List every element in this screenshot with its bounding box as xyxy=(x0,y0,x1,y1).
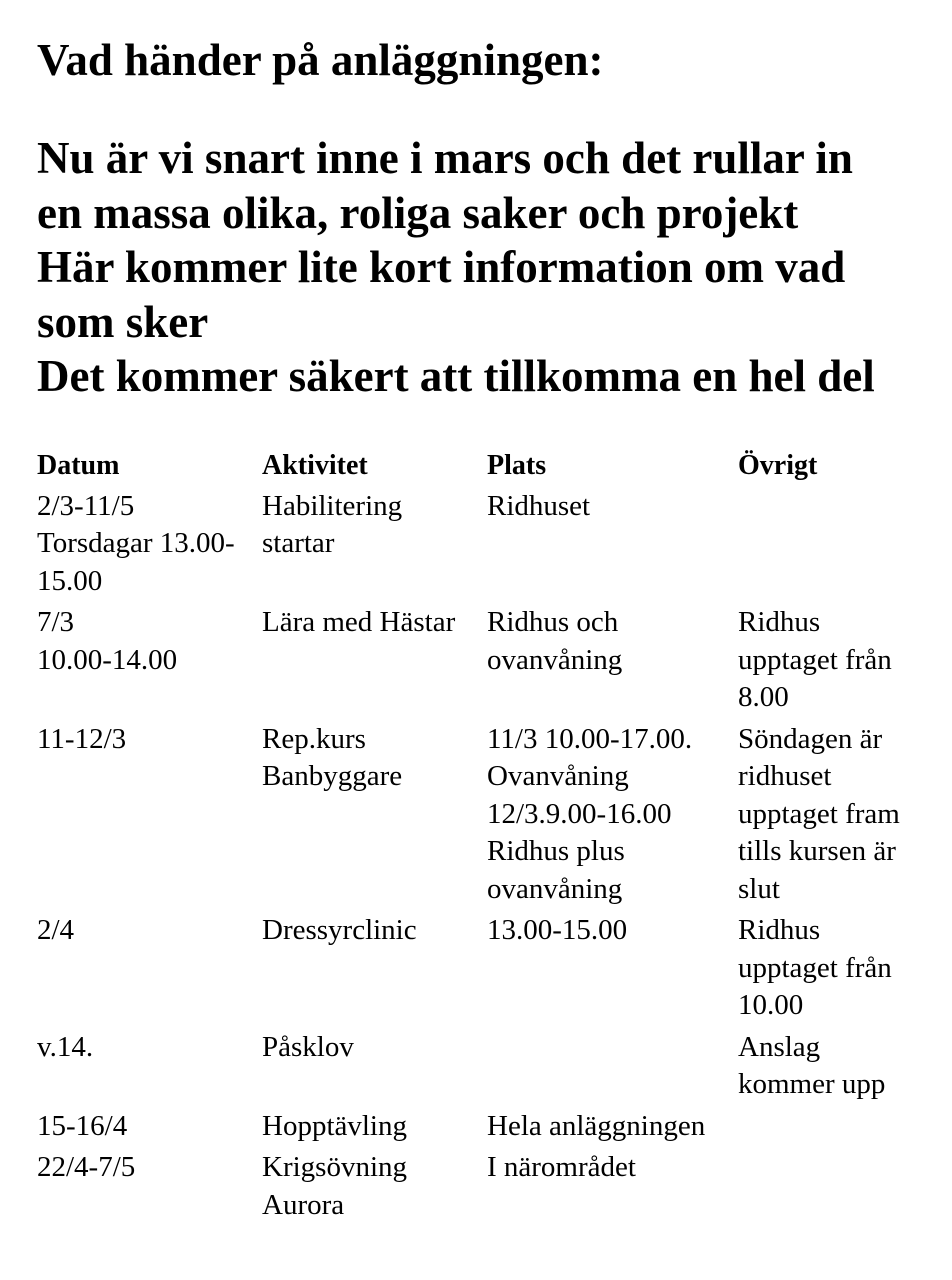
cell-line: Anslag xyxy=(738,1030,821,1063)
cell-plats xyxy=(487,488,738,605)
cell-aktivitet xyxy=(262,912,487,1029)
cell-aktivitet xyxy=(262,1029,487,1108)
table-row xyxy=(37,1108,928,1150)
cell-line: Söndagen är xyxy=(738,722,883,755)
cell-ovrigt xyxy=(738,721,928,913)
cell-line: 7/3 xyxy=(37,606,75,638)
header-aktivitet: Aktivitet xyxy=(262,450,368,481)
table-row xyxy=(37,604,928,721)
cell-line: Hela anläggningen xyxy=(487,1109,706,1142)
cell-aktivitet xyxy=(262,488,487,605)
table-body xyxy=(37,488,928,1229)
page-title: Vad händer på anläggningen: xyxy=(37,35,604,85)
cell-plats xyxy=(487,604,738,721)
cell-line: Ridhus xyxy=(738,914,821,946)
cell-datum xyxy=(37,912,262,1029)
cell-line: Habilitering xyxy=(262,489,403,522)
header-datum: Datum xyxy=(37,450,120,481)
table-row xyxy=(37,1029,928,1108)
cell-line: 13.00-15.00 xyxy=(487,914,628,946)
cell-line: I närområdet xyxy=(487,1151,636,1183)
table-row xyxy=(37,1149,928,1228)
header-ovrigt: Övrigt xyxy=(738,450,818,481)
cell-line: Ridhuset xyxy=(487,489,591,522)
table-row xyxy=(37,488,928,605)
cell-ovrigt xyxy=(738,912,928,1029)
cell-ovrigt xyxy=(738,488,928,605)
intro-line: en massa olika, roliga saker och projekt xyxy=(37,187,799,238)
cell-plats xyxy=(487,1108,738,1150)
table-row xyxy=(37,721,928,913)
intro-line: Nu är vi snart inne i mars och det rullar in xyxy=(37,133,853,183)
cell-datum xyxy=(37,488,262,605)
cell-aktivitet xyxy=(262,721,487,913)
cell-line: ovanvåning xyxy=(487,643,623,676)
cell-datum xyxy=(37,1108,262,1150)
cell-ovrigt xyxy=(738,1108,928,1150)
cell-plats xyxy=(487,1149,738,1228)
cell-line: Ovanvåning xyxy=(487,760,629,792)
cell-aktivitet xyxy=(262,1149,487,1228)
cell-line: tills kursen är xyxy=(738,835,896,867)
header-plats: Plats xyxy=(487,450,547,481)
cell-line: upptaget från xyxy=(738,643,892,676)
cell-line: Ridhus plus xyxy=(487,835,625,867)
cell-line: Ridhus och xyxy=(487,606,619,638)
cell-line: Påsklov xyxy=(262,1030,354,1063)
cell-line: Krigsövning xyxy=(262,1151,407,1183)
cell-datum xyxy=(37,604,262,721)
cell-aktivitet xyxy=(262,1108,487,1150)
cell-line: Ridhus xyxy=(738,606,821,638)
cell-line: slut xyxy=(738,872,780,905)
cell-line: 2/4 xyxy=(37,914,75,946)
intro-line: Det kommer säkert att tillkomma en hel del xyxy=(37,351,875,401)
cell-line: 11-12/3 xyxy=(37,722,127,755)
cell-line: Torsdagar 13.00- xyxy=(37,527,235,559)
cell-line: 22/4-7/5 xyxy=(37,1151,136,1183)
cell-line: 10.00 xyxy=(738,989,804,1021)
table-header-row xyxy=(37,447,928,488)
schedule-table xyxy=(37,447,928,1228)
cell-line: kommer upp xyxy=(738,1068,886,1100)
intro-line: Här kommer lite kort information om vad xyxy=(37,242,846,292)
cell-line: Banbyggare xyxy=(262,760,403,792)
cell-line: upptaget från xyxy=(738,951,892,984)
cell-datum xyxy=(37,1149,262,1228)
cell-datum xyxy=(37,721,262,913)
cell-datum xyxy=(37,1029,262,1108)
cell-line: startar xyxy=(262,527,335,559)
cell-line: Lära med Hästar xyxy=(262,606,456,638)
cell-line: Hopptävling xyxy=(262,1109,407,1142)
cell-plats xyxy=(487,1029,738,1108)
cell-line: upptaget fram xyxy=(738,797,900,830)
cell-line: ridhuset xyxy=(738,760,832,792)
table-row xyxy=(37,912,928,1029)
cell-ovrigt xyxy=(738,604,928,721)
cell-plats xyxy=(487,912,738,1029)
cell-line: 2/3-11/5 xyxy=(37,489,135,522)
cell-line: Dressyrclinic xyxy=(262,914,417,946)
intro-text xyxy=(37,131,875,404)
cell-ovrigt xyxy=(738,1029,928,1108)
cell-line: v.14. xyxy=(37,1030,94,1063)
cell-aktivitet xyxy=(262,604,487,721)
cell-line: 15.00 xyxy=(37,564,103,597)
cell-line: Aurora xyxy=(262,1188,345,1221)
cell-line: 12/3.9.00-16.00 xyxy=(487,797,672,830)
cell-line: Rep.kurs xyxy=(262,722,366,755)
cell-ovrigt xyxy=(738,1149,928,1228)
cell-plats xyxy=(487,721,738,913)
cell-line: ovanvåning xyxy=(487,872,623,905)
cell-line: 8.00 xyxy=(738,681,789,713)
intro-line: som sker xyxy=(37,296,209,347)
cell-line: 11/3 10.00-17.00. xyxy=(487,722,693,755)
cell-line: 10.00-14.00 xyxy=(37,643,178,676)
cell-line: 15-16/4 xyxy=(37,1109,128,1142)
